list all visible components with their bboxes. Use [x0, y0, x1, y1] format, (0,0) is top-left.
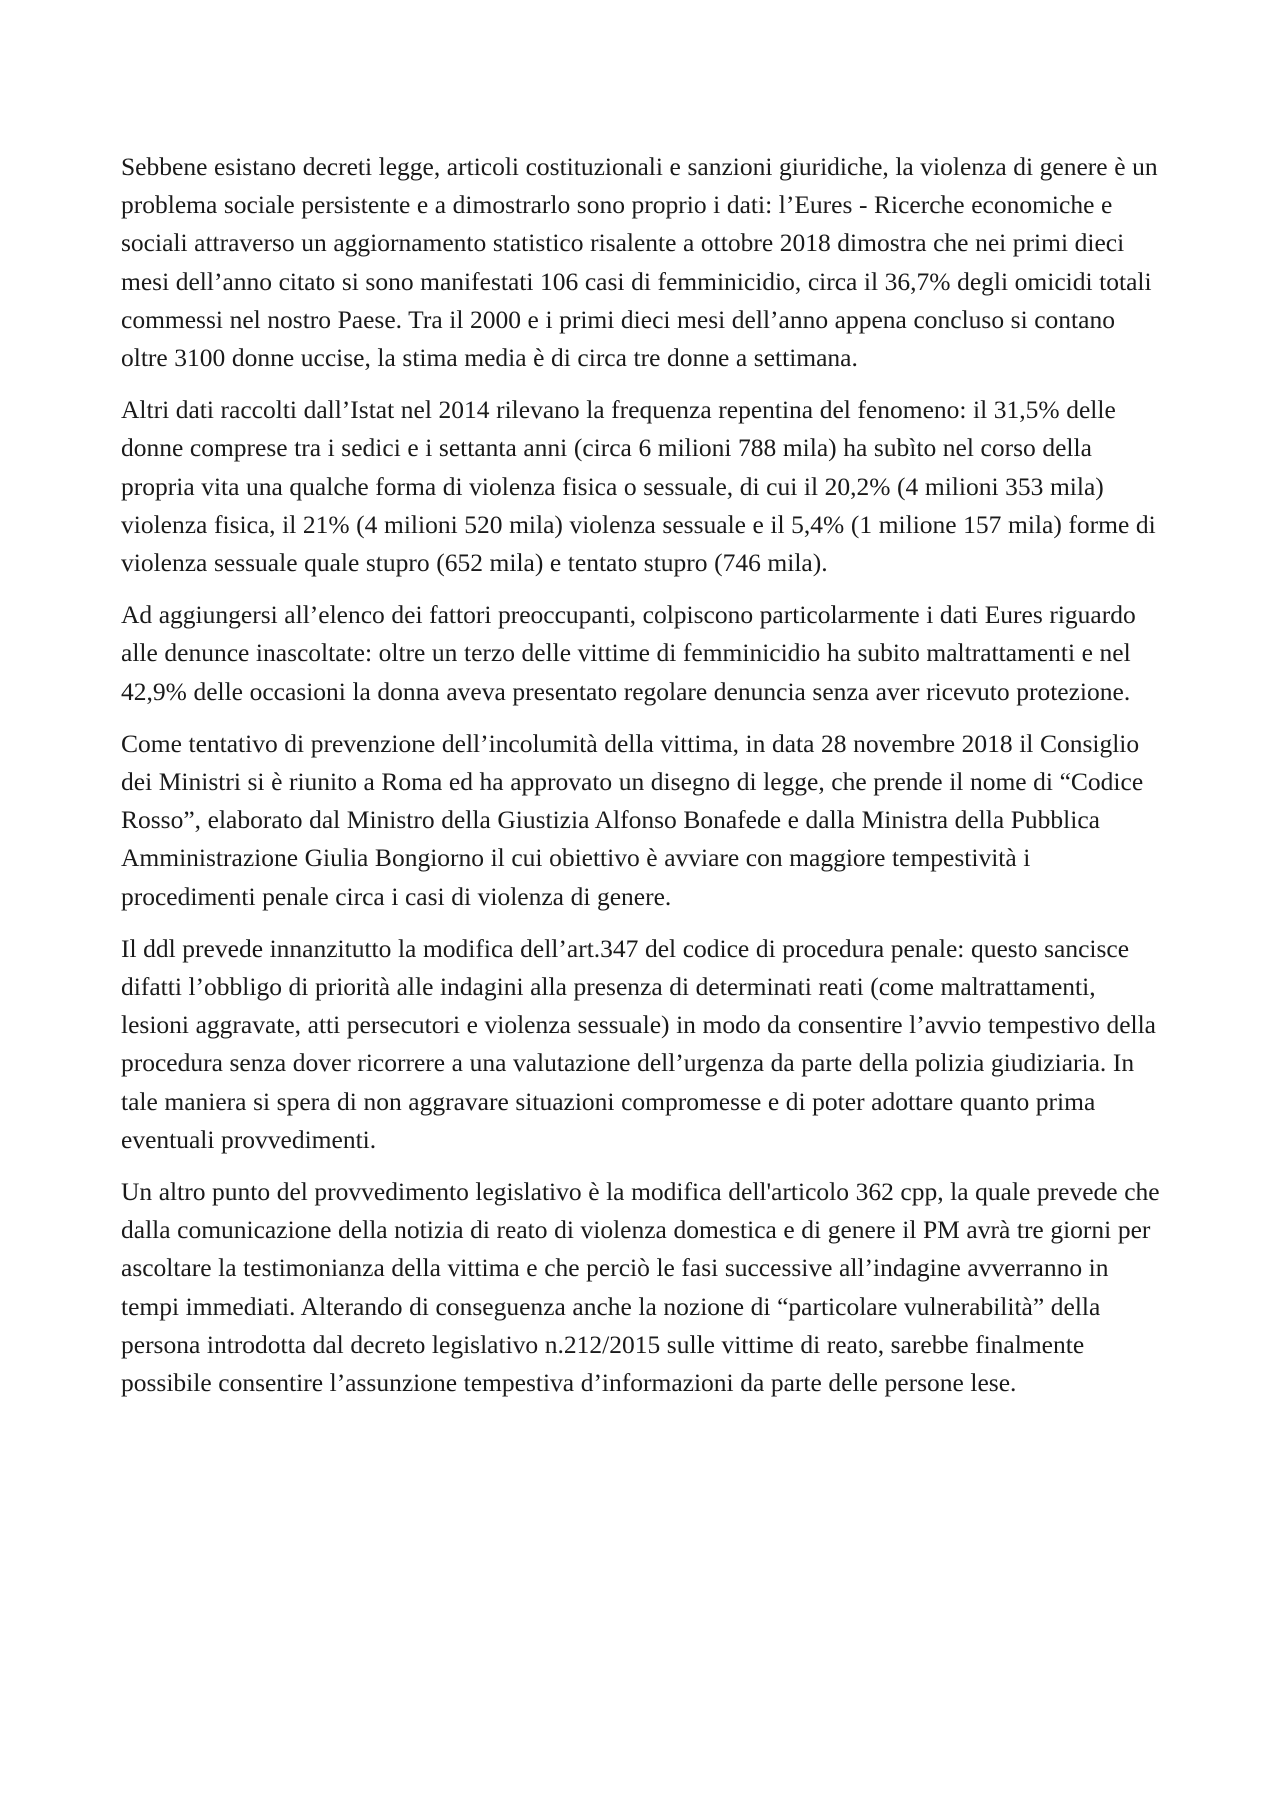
paragraph-4: Come tentativo di prevenzione dell’incolumità della vittima, in data 28 novembre 2018 il Consiglio dei Ministri si è riunito a Roma ed ha approvato un disegno di legge, che prende il nome di “Codice Rosso”, elaborato dal Ministro della Giustizia Alfonso Bonafede e dalla Ministra della Pubblica Amministrazione Giulia Bongiorno il cui obiettivo è avviare con maggiore tempestività i procedimenti penale circa i casi di violenza di genere.	[121, 728, 1144, 911]
document-body	[121, 148, 1166, 1402]
paragraph-1: Sebbene esistano decreti legge, articoli costituzionali e sanzioni giuridiche, la violenza di genere è un problema sociale persistente e a dimostrarlo sono proprio i dati: l’Eures - Ricerche economiche e sociali attraverso un aggiornamento statistico risalente a ottobre 2018 dimostra che nei primi dieci mesi dell’anno citato si sono manifestati 106 casi di femminicidio, circa il 36,7% degli omicidi totali commessi nel nostro Paese. Tra il 2000 e i primi dieci mesi dell’anno appena concluso si contano oltre 3100 donne uccise, la stima media è di circa tre donne a settimana.	[121, 152, 1158, 373]
paragraph-5: Il ddl prevede innanzitutto la modifica dell’art.347 del codice di procedura penale: questo sancisce difatti l’obbligo di priorità alle indagini alla presenza di determinati reati (come maltrattamenti, lesioni aggravate, atti persecutori e violenza sessuale) in modo da consentire l’avvio tempestivo della procedura senza dover ricorrere a una valutazione dell’urgenza da parte della polizia giudiziaria. In tale maniera si spera di non aggravare situazioni compromesse e di poter adottare quanto prima eventuali provvedimenti.	[121, 933, 1157, 1154]
paragraph-6: Un altro punto del provvedimento legislativo è la modifica dell'articolo 362 cpp, la quale prevede che dalla comunicazione della notizia di reato di violenza domestica e di genere il PM avrà tre giorni per ascoltare la testimonianza della vittima e che perciò le fasi successive all’indagine avverranno in tempi immediati. Alterando di conseguenza anche la nozione di “particolare vulnerabilità” della persona introdotta dal decreto legislativo n.212/2015 sulle vittime di reato, sarebbe finalmente possibile consentire l’assunzione tempestiva d’informazioni da parte delle persone lese.	[121, 1177, 1160, 1398]
paragraph-2: Altri dati raccolti dall’Istat nel 2014 rilevano la frequenza repentina del fenomeno: il 31,5% delle donne comprese tra i sedici e i settanta anni (circa 6 milioni 788 mila) ha subìto nel corso della propria vita una qualche forma di violenza fisica o sessuale, di cui il 20,2% (4 milioni 353 mila) violenza fisica, il 21% (4 milioni 520 mila) violenza sessuale e il 5,4% (1 milione 157 mila) forme di violenza sessuale quale stupro (652 mila) e tentato stupro (746 mila).	[121, 395, 1156, 578]
paragraph-3: Ad aggiungersi all’elenco dei fattori preoccupanti, colpiscono particolarmente i dati Eures riguardo alle denunce inascoltate: oltre un terzo delle vittime di femminicidio ha subito maltrattamenti e nel 42,9% delle occasioni la donna aveva presentato regolare denuncia senza aver ricevuto protezione.	[121, 600, 1136, 706]
